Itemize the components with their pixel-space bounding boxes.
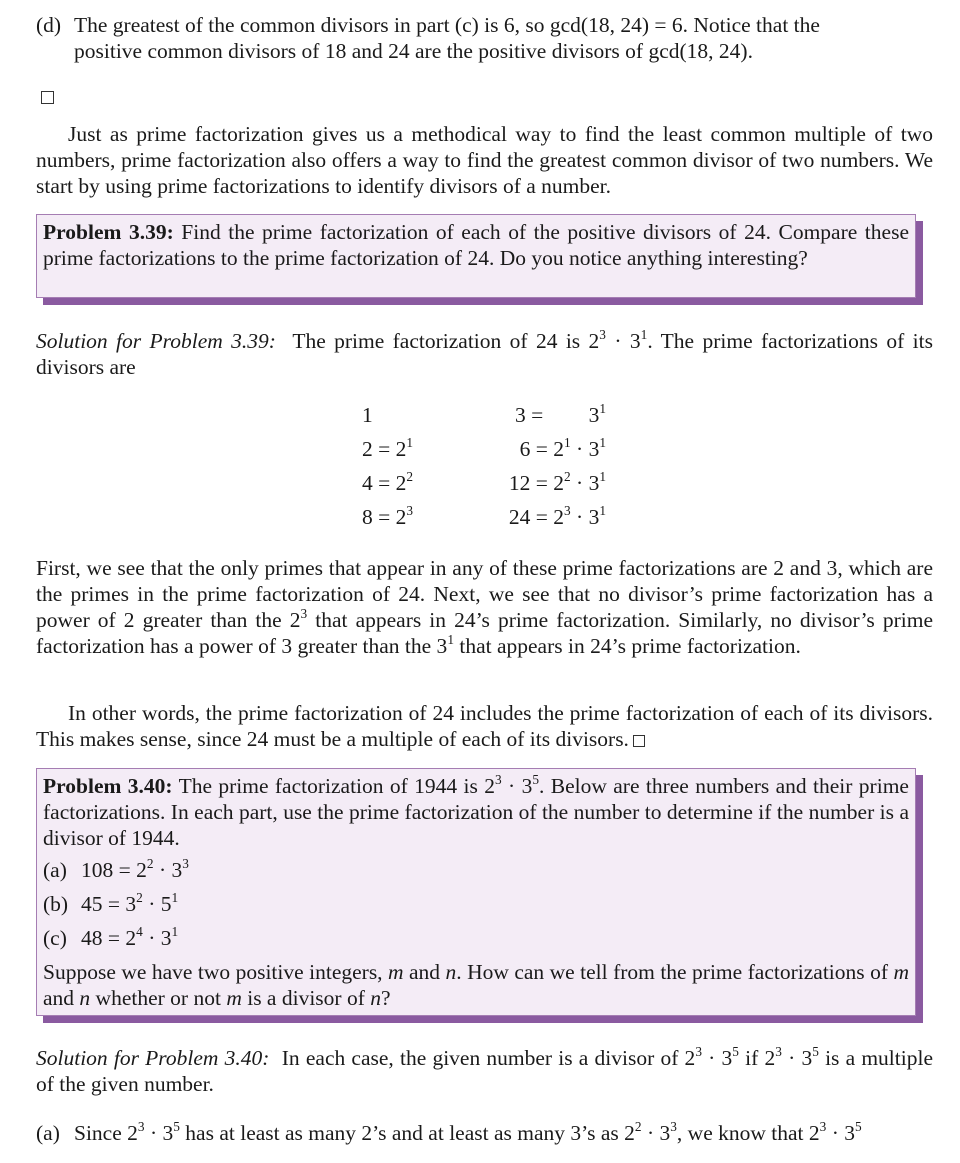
base: 3 xyxy=(171,858,183,882)
dot: · xyxy=(570,437,589,461)
base: 2 xyxy=(136,858,147,882)
solution-text: · 3 xyxy=(605,329,641,353)
question-text: is a divisor of xyxy=(241,986,371,1010)
divisor-row xyxy=(480,402,606,436)
analysis-text: that appears in 24’s prime factorization. xyxy=(453,634,801,658)
solution-text: · 3 xyxy=(144,1121,174,1145)
variable-n: n xyxy=(370,986,381,1010)
solution-text: · 3 xyxy=(641,1121,671,1145)
base: 3 xyxy=(588,505,600,529)
exponent: 1 xyxy=(599,400,606,416)
exponent: 5 xyxy=(854,1118,862,1134)
divisor-row xyxy=(362,436,413,470)
exponent: 1 xyxy=(599,502,606,518)
part-d-label: (d) xyxy=(36,13,62,37)
part-label: (a) xyxy=(43,858,67,882)
solution-3-39-analysis xyxy=(36,555,933,659)
divisor-row xyxy=(480,504,606,538)
part-label: (b) xyxy=(43,892,69,916)
qed-box-icon xyxy=(41,91,54,104)
divisor-value: 24 = xyxy=(508,505,554,529)
conclusion-text: In other words, the prime factorization of 24 includes the prime factorization of each of its divisors. This makes sense, since 24 must be a multiple of each of its divisors. xyxy=(36,701,933,751)
part-d xyxy=(36,12,936,64)
solution-text: is a multiple of the given number. xyxy=(36,1046,933,1096)
solution-text: , we know that 2 xyxy=(676,1121,820,1145)
exponent: 5 xyxy=(732,1043,739,1059)
exponent: 1 xyxy=(599,468,606,484)
exponent: 3 xyxy=(406,502,414,518)
problem-text: The prime factorization of 1944 is 2 xyxy=(178,774,495,798)
exponent: 1 xyxy=(406,434,414,450)
exponent: 1 xyxy=(640,326,648,342)
part-d-line2: positive common divisors of 18 and 24 are the positive divisors of gcd(18, 24). xyxy=(74,39,753,63)
question-text: . How can we tell from the prime factorizations of xyxy=(456,960,894,984)
analysis-text: that appears in 24’s prime factorization. Similarly, no divisor’s prime factorization has a power of 3 greater than the 3 xyxy=(36,608,934,658)
question-text: ? xyxy=(381,986,391,1010)
exponent: 2 xyxy=(406,468,414,484)
part-number: 45 = xyxy=(81,892,126,916)
solution-3-40-intro xyxy=(36,1045,933,1097)
solution-text: if 2 xyxy=(738,1046,776,1070)
part-d-line1: The greatest of the common divisors in part (c) is 6, so gcd(18, 24) = 6. Notice that the xyxy=(74,13,820,37)
problem-part: (b) $45 = 3^2 \cdot 5^1$ xyxy=(43,889,179,916)
exponent: 3 xyxy=(695,1043,702,1059)
solution-text: · 3 xyxy=(701,1046,733,1070)
variable-n: n xyxy=(445,960,457,984)
base: 2 xyxy=(125,926,137,950)
part-number: 108 = xyxy=(81,858,137,882)
base: 2 xyxy=(395,505,407,529)
exponent: 2 xyxy=(136,889,143,905)
divisor-value: 8 = xyxy=(362,505,396,529)
intro-paragraph: Just as prime factorization gives us a methodical way to find the least common multiple of two numbers, prime factorization also offers a way to find the greatest common divisor of two numbers. We start by using prime factorizations to identify divisors of a number. xyxy=(36,122,933,198)
exponent: 5 xyxy=(812,1043,819,1059)
divisor-row xyxy=(480,436,606,470)
analysis-text: First, we see that the only primes that appear in any of these prime factorizations are 2 and 3, which are the primes in the prime factorization of 24. Next, we see that no divisor’s prime factorization has a power of 2 greater than the 2 xyxy=(36,556,933,632)
exponent: 2 xyxy=(146,855,154,871)
solution-text: The prime factorization of 24 is 2 xyxy=(292,329,600,353)
part-number: 48 = xyxy=(81,926,126,950)
exponent: 1 xyxy=(447,631,454,647)
solution-text: . The prime factorizations of its divisors are xyxy=(36,329,933,379)
dot: · xyxy=(570,505,589,529)
base: 3 xyxy=(160,926,172,950)
exponent: 3 xyxy=(300,605,308,621)
base: 2 xyxy=(395,471,407,495)
question-text: and xyxy=(43,986,80,1010)
solution-3-40-label: Solution for Problem 3.40: xyxy=(36,1046,270,1070)
variable-m: m xyxy=(388,960,404,984)
base: 2 xyxy=(553,437,564,461)
problem-part: (c) $48 = 2^4 \cdot 3^1$ xyxy=(43,923,179,950)
base: 2 xyxy=(553,471,564,495)
exponent: 3 xyxy=(775,1043,782,1059)
problem-3-40-box xyxy=(36,768,916,1016)
exponent: 3 xyxy=(819,1118,827,1134)
exponent: 3 xyxy=(182,855,189,871)
solution-3-39-conclusion xyxy=(36,700,933,752)
solution-text: has at least as many 2’s and at least as many 3’s as 2 xyxy=(179,1121,635,1145)
exponent: 2 xyxy=(563,468,571,484)
problem-3-40-label: Problem 3.40: xyxy=(43,774,173,798)
exponent: 3 xyxy=(563,502,571,518)
problem-3-39-box xyxy=(36,214,916,298)
problem-question xyxy=(43,959,909,1011)
qed-box-icon xyxy=(633,735,645,747)
exponent: 3 xyxy=(670,1118,677,1134)
divisor-right-column xyxy=(480,402,606,538)
question-text: and xyxy=(403,960,446,984)
problem-text: · 3 xyxy=(501,774,533,798)
divisor-value: 6 = xyxy=(519,437,554,461)
exponent: 1 xyxy=(171,889,179,905)
exponent: 5 xyxy=(173,1118,180,1134)
divisor-value: 2 = xyxy=(362,437,396,461)
dot: · xyxy=(570,471,589,495)
solution-text: · 3 xyxy=(826,1121,855,1145)
divisor-row xyxy=(362,402,413,436)
problem-part: (a) $108 = 2^2 \cdot 3^3$ xyxy=(43,855,189,882)
question-text: whether or not xyxy=(90,986,227,1010)
exponent: 1 xyxy=(563,434,571,450)
problem-3-39-label: Problem 3.39: xyxy=(43,220,174,244)
base: 3 xyxy=(588,403,600,427)
exponent: 4 xyxy=(136,923,143,939)
question-text: Suppose we have two positive integers, xyxy=(43,960,389,984)
divisor-value: 4 = xyxy=(362,471,396,495)
base: 3 xyxy=(125,892,137,916)
solution-text: Since 2 xyxy=(74,1121,138,1145)
solution-3-39-label: Solution for Problem 3.39: xyxy=(36,329,276,353)
solution-text: · 3 xyxy=(781,1046,813,1070)
problem-3-39-text: Find the prime factorization of each of the positive divisors of 24. Compare these prime factorizations to the prime factorization of 24. Do you notice anything interesting? xyxy=(43,220,909,270)
solution-3-39-intro xyxy=(36,328,933,380)
variable-m: m xyxy=(226,986,242,1010)
divisor-row xyxy=(362,470,413,504)
part-label: (a) xyxy=(36,1121,60,1145)
solution-3-40-part-a xyxy=(36,1120,936,1146)
variable-n: n xyxy=(79,986,91,1010)
divisor-row xyxy=(362,504,413,538)
divisor-value: 1 xyxy=(362,403,373,427)
base: 5 xyxy=(160,892,172,916)
exponent: 3 xyxy=(137,1118,145,1134)
base: 3 xyxy=(588,437,600,461)
variable-m: m xyxy=(893,960,909,984)
divisor-row xyxy=(480,470,606,504)
part-label: (c) xyxy=(43,926,67,950)
exponent: 3 xyxy=(599,326,606,342)
divisor-value: 3 = xyxy=(514,403,549,427)
problem-text: . Below are three numbers and their prime factorizations. In each part, use the prime factorization of the number to determine if the number is a divisor of 1944. xyxy=(43,774,909,850)
solution-text: In each case, the given number is a divisor of 2 xyxy=(281,1046,696,1070)
exponent: 3 xyxy=(495,771,502,787)
exponent: 1 xyxy=(171,923,179,939)
divisor-value: 12 = xyxy=(508,471,554,495)
base: 2 xyxy=(395,437,407,461)
base: 3 xyxy=(588,471,600,495)
exponent: 1 xyxy=(599,434,606,450)
exponent: 2 xyxy=(634,1118,642,1134)
divisor-left-column xyxy=(362,402,413,538)
exponent: 5 xyxy=(532,771,539,787)
base: 2 xyxy=(553,505,564,529)
